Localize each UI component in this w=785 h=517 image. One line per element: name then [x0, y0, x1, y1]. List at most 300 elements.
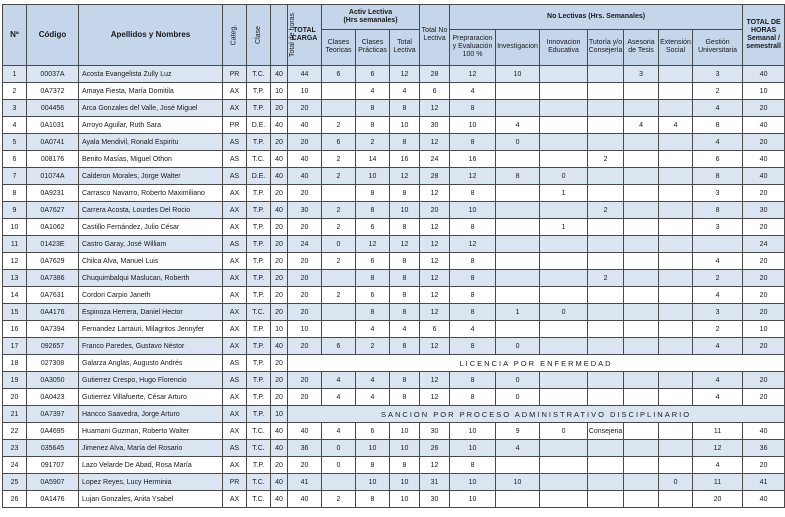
table-cell: 4: [390, 321, 420, 338]
table-cell: 12: [390, 66, 420, 83]
table-cell: 20: [288, 389, 322, 406]
table-cell: 008176: [27, 151, 79, 168]
table-cell: [624, 372, 659, 389]
table-cell: [588, 83, 624, 100]
table-cell: [624, 83, 659, 100]
table-cell: [624, 219, 659, 236]
table-cell: 0A4176: [27, 304, 79, 321]
table-cell: [496, 83, 540, 100]
table-row: [3, 236, 785, 253]
cell-name: Calderon Morales, Jorge Walter: [79, 168, 223, 185]
table-cell: [659, 185, 693, 202]
table-cell: 8: [390, 134, 420, 151]
table-cell: 8: [450, 219, 496, 236]
table-cell: 6: [3, 151, 27, 168]
table-cell: [659, 287, 693, 304]
table-cell: 20: [271, 389, 288, 406]
table-cell: 12: [693, 440, 743, 457]
table-cell: 2: [588, 270, 624, 287]
table-row: [3, 355, 785, 372]
table-cell: T.P.: [247, 134, 271, 151]
table-cell: 16: [3, 321, 27, 338]
table-cell: 20: [271, 185, 288, 202]
table-cell: [540, 457, 588, 474]
table-cell: 2: [322, 117, 356, 134]
table-cell: 3: [693, 304, 743, 321]
table-cell: T.P.: [247, 372, 271, 389]
table-cell: T.P.: [247, 287, 271, 304]
table-cell: 12: [420, 287, 450, 304]
table-row: [3, 151, 785, 168]
table-cell: 0A0423: [27, 389, 79, 406]
table-cell: 40: [271, 117, 288, 134]
table-cell: 20: [288, 185, 322, 202]
table-cell: 4: [659, 117, 693, 134]
table-cell: [659, 151, 693, 168]
cell-name: Acosta Evangelista Zully Luz: [79, 66, 223, 83]
table-cell: 12: [420, 270, 450, 287]
table-row: [3, 66, 785, 83]
table-cell: AX: [223, 321, 247, 338]
table-cell: 14: [356, 151, 390, 168]
table-cell: 4: [693, 134, 743, 151]
cell-name: Chuquimbalqui Maslucan, Roberth: [79, 270, 223, 287]
table-cell: 004456: [27, 100, 79, 117]
table-cell: [624, 321, 659, 338]
table-cell: 8: [450, 100, 496, 117]
table-cell: [588, 134, 624, 151]
cell-name: Ayala Mendivil, Ronald Espiritu: [79, 134, 223, 151]
table-cell: 8: [356, 100, 390, 117]
table-cell: 20: [288, 287, 322, 304]
table-cell: 12: [420, 134, 450, 151]
table-cell: 9: [3, 202, 27, 219]
table-cell: 40: [743, 168, 785, 185]
table-cell: 8: [693, 117, 743, 134]
table-cell: 12: [450, 168, 496, 185]
cell-name: Gutierrez Crespo, Hugo Florencio: [79, 372, 223, 389]
table-cell: 0A1476: [27, 491, 79, 508]
table-cell: 8: [450, 134, 496, 151]
table-cell: [322, 474, 356, 491]
table-cell: [588, 66, 624, 83]
table-cell: 8: [356, 304, 390, 321]
table-cell: 4: [450, 321, 496, 338]
table-cell: 3: [693, 219, 743, 236]
table-cell: [659, 270, 693, 287]
table-cell: 4: [693, 457, 743, 474]
table-row: [3, 491, 785, 508]
table-cell: 20: [288, 304, 322, 321]
cell-name: Carrera Acosta, Lourdes Del Rocio: [79, 202, 223, 219]
table-cell: AS: [223, 151, 247, 168]
table-cell: 20: [743, 100, 785, 117]
header-clases-teoricas: Clases Teoricas: [322, 29, 356, 65]
table-cell: 18: [3, 355, 27, 372]
table-cell: [496, 491, 540, 508]
table-cell: [588, 253, 624, 270]
table-cell: 0A1062: [27, 219, 79, 236]
table-cell: 8: [450, 185, 496, 202]
table-cell: 8: [450, 270, 496, 287]
table-cell: 2: [356, 338, 390, 355]
table-cell: [588, 474, 624, 491]
table-cell: [659, 219, 693, 236]
table-cell: 2: [356, 134, 390, 151]
table-cell: 30: [288, 202, 322, 219]
table-cell: [693, 236, 743, 253]
table-cell: 12: [390, 168, 420, 185]
table-cell: [588, 168, 624, 185]
table-cell: 8: [356, 491, 390, 508]
table-cell: [588, 185, 624, 202]
table-cell: 40: [743, 66, 785, 83]
table-cell: [496, 185, 540, 202]
table-cell: 0A7629: [27, 253, 79, 270]
table-cell: 30: [420, 491, 450, 508]
cell-name: Galarza Anglas, Augusto Andrés: [79, 355, 223, 372]
table-cell: 0: [496, 389, 540, 406]
table-cell: 10: [390, 474, 420, 491]
table-cell: [624, 423, 659, 440]
table-cell: [496, 151, 540, 168]
table-cell: [496, 321, 540, 338]
table-cell: 3: [624, 66, 659, 83]
table-cell: [624, 151, 659, 168]
table-cell: 23: [3, 440, 27, 457]
table-cell: [659, 389, 693, 406]
table-cell: [659, 457, 693, 474]
table-cell: [540, 83, 588, 100]
table-cell: 10: [743, 83, 785, 100]
table-row: [3, 100, 785, 117]
table-cell: [540, 202, 588, 219]
table-cell: [659, 491, 693, 508]
table-cell: 40: [288, 117, 322, 134]
table-cell: 0A9231: [27, 185, 79, 202]
cell-name: Cordori Carpio Janeth: [79, 287, 223, 304]
table-cell: [496, 287, 540, 304]
table-cell: 3: [693, 66, 743, 83]
table-cell: 4: [322, 389, 356, 406]
table-cell: 10: [271, 83, 288, 100]
table-cell: [588, 338, 624, 355]
table-cell: 1: [540, 185, 588, 202]
table-cell: 4: [356, 83, 390, 100]
table-cell: [496, 270, 540, 287]
table-cell: 0A3050: [27, 372, 79, 389]
table-cell: 20: [288, 338, 322, 355]
table-row: [3, 134, 785, 151]
table-row: [3, 219, 785, 236]
table-cell: [624, 491, 659, 508]
table-row: [3, 185, 785, 202]
table-cell: 30: [420, 117, 450, 134]
table-cell: 24: [420, 151, 450, 168]
table-cell: [588, 304, 624, 321]
table-cell: [540, 389, 588, 406]
table-cell: T.P.: [247, 355, 271, 372]
table-cell: T.P.: [247, 202, 271, 219]
table-row: [3, 423, 785, 440]
table-cell: 8: [3, 185, 27, 202]
cell-name: Lazo Velarde De Abad, Rosa María: [79, 457, 223, 474]
table-cell: 20: [271, 287, 288, 304]
table-cell: 40: [743, 423, 785, 440]
table-cell: 0A7386: [27, 270, 79, 287]
table-cell: 40: [288, 168, 322, 185]
table-cell: [659, 253, 693, 270]
table-cell: 12: [420, 389, 450, 406]
table-cell: [540, 321, 588, 338]
table-cell: AX: [223, 457, 247, 474]
table-cell: [659, 304, 693, 321]
table-cell: 12: [356, 236, 390, 253]
table-cell: 1: [3, 66, 27, 83]
table-row: [3, 406, 785, 423]
table-cell: 12: [450, 66, 496, 83]
table-cell: [624, 457, 659, 474]
table-cell: [588, 491, 624, 508]
table-cell: Consejeria: [588, 423, 624, 440]
table-cell: 20: [288, 372, 322, 389]
table-cell: 8: [390, 185, 420, 202]
table-body: [3, 66, 785, 508]
table-cell: AX: [223, 185, 247, 202]
table-cell: 30: [420, 423, 450, 440]
table-cell: 0A7397: [27, 406, 79, 423]
table-cell: 4: [693, 253, 743, 270]
table-cell: 11: [693, 423, 743, 440]
header-name: Apellidos y Nombres: [79, 5, 223, 66]
table-cell: 6: [693, 151, 743, 168]
header-total-no-lectiva: Total No Lectiva: [420, 5, 450, 66]
table-cell: 24: [288, 236, 322, 253]
cell-name: Lopez Reyes, Lucy Herminia: [79, 474, 223, 491]
table-cell: [659, 83, 693, 100]
header-categ: Categ.: [223, 5, 247, 66]
table-cell: 10: [450, 440, 496, 457]
table-row: [3, 389, 785, 406]
table-row: [3, 117, 785, 134]
table-cell: 4: [693, 389, 743, 406]
table-cell: 10: [450, 423, 496, 440]
table-cell: 2: [322, 491, 356, 508]
table-cell: [540, 236, 588, 253]
table-cell: 8: [356, 185, 390, 202]
header-total-horas-semanal: TOTAL DE HORAS Semanal / semestrall: [743, 5, 785, 66]
table-cell: 12: [450, 236, 496, 253]
cell-name: Arroyo Aguilar, Ruth Sara: [79, 117, 223, 134]
table-cell: 8: [390, 219, 420, 236]
table-cell: 6: [322, 66, 356, 83]
table-row: [3, 270, 785, 287]
table-cell: 0: [540, 304, 588, 321]
table-cell: 0: [496, 372, 540, 389]
table-cell: 10: [390, 202, 420, 219]
table-cell: 4: [390, 83, 420, 100]
table-cell: 20: [743, 304, 785, 321]
cell-name: Amaya Fiesta, María Domitila: [79, 83, 223, 100]
table-cell: T.P.: [247, 270, 271, 287]
table-cell: 10: [496, 474, 540, 491]
table-cell: 41: [288, 474, 322, 491]
table-cell: [624, 236, 659, 253]
table-cell: 4: [693, 338, 743, 355]
table-cell: 2: [322, 219, 356, 236]
table-cell: 24: [3, 457, 27, 474]
table-cell: 6: [420, 83, 450, 100]
table-cell: 091707: [27, 457, 79, 474]
table-row: [3, 287, 785, 304]
table-cell: 16: [390, 151, 420, 168]
header-code: Código: [27, 5, 79, 66]
table-cell: [588, 100, 624, 117]
table-cell: [624, 202, 659, 219]
header-total-lectiva: Total Lectiva: [390, 29, 420, 65]
table-cell: 8: [390, 287, 420, 304]
table-cell: 8: [450, 389, 496, 406]
table-cell: [540, 372, 588, 389]
table-cell: 10: [356, 168, 390, 185]
table-cell: 12: [390, 236, 420, 253]
table-cell: [659, 236, 693, 253]
table-cell: [659, 168, 693, 185]
table-cell: T.C.: [247, 491, 271, 508]
table-cell: 12: [420, 185, 450, 202]
table-cell: 10: [288, 321, 322, 338]
table-cell: [588, 440, 624, 457]
table-cell: 0: [496, 338, 540, 355]
cell-name: Chilca Alva, Manuel Luis: [79, 253, 223, 270]
table-cell: AX: [223, 270, 247, 287]
table-cell: 10: [496, 66, 540, 83]
table-cell: 5: [3, 134, 27, 151]
table-cell: [540, 66, 588, 83]
table-cell: 2: [693, 321, 743, 338]
table-cell: 40: [288, 423, 322, 440]
table-cell: [659, 423, 693, 440]
table-cell: [624, 304, 659, 321]
table-cell: [588, 219, 624, 236]
table-cell: 31: [420, 474, 450, 491]
table-cell: T.P.: [247, 338, 271, 355]
table-cell: 20: [743, 389, 785, 406]
table-cell: 20: [271, 372, 288, 389]
table-cell: D.E.: [247, 168, 271, 185]
table-cell: 6: [356, 219, 390, 236]
table-cell: [588, 457, 624, 474]
table-cell: 20: [743, 185, 785, 202]
table-cell: 40: [288, 491, 322, 508]
header-preparacion: Prepraracion y Evaluación 100 %: [450, 29, 496, 65]
table-cell: [540, 474, 588, 491]
table-cell: 8: [390, 372, 420, 389]
table-row: [3, 440, 785, 457]
cell-name: Fernandez Larrauri, Milagritos Jennyfer: [79, 321, 223, 338]
table-cell: 22: [3, 423, 27, 440]
table-cell: AX: [223, 406, 247, 423]
table-cell: 10: [390, 491, 420, 508]
table-cell: [659, 134, 693, 151]
table-cell: T.P.: [247, 321, 271, 338]
table-cell: 20: [743, 270, 785, 287]
table-cell: 4: [356, 372, 390, 389]
workload-table: [2, 4, 785, 508]
table-cell: 0A5907: [27, 474, 79, 491]
table-cell: 10: [450, 117, 496, 134]
table-cell: 20: [743, 338, 785, 355]
table-cell: [588, 287, 624, 304]
table-cell: 8: [450, 287, 496, 304]
table-cell: 40: [288, 151, 322, 168]
table-cell: 40: [271, 338, 288, 355]
table-row: [3, 253, 785, 270]
table-cell: 0: [322, 457, 356, 474]
table-cell: 11: [693, 474, 743, 491]
table-cell: 8: [450, 457, 496, 474]
table-cell: 40: [743, 491, 785, 508]
table-cell: T.P.: [247, 236, 271, 253]
table-cell: 8: [390, 457, 420, 474]
table-cell: 20: [271, 304, 288, 321]
table-cell: 10: [450, 474, 496, 491]
table-cell: 8: [390, 304, 420, 321]
table-cell: [540, 491, 588, 508]
table-cell: 0: [496, 134, 540, 151]
table-cell: AX: [223, 287, 247, 304]
table-cell: 20: [743, 457, 785, 474]
header-total-carga: TOTAL CARGA: [288, 5, 322, 66]
table-cell: 26: [420, 440, 450, 457]
table-cell: 30: [743, 202, 785, 219]
table-cell: [322, 321, 356, 338]
table-cell: [540, 253, 588, 270]
cell-name: Castillo Fernández, Julio César: [79, 219, 223, 236]
table-cell: 17: [3, 338, 27, 355]
table-cell: AS: [223, 372, 247, 389]
table-cell: 12: [420, 219, 450, 236]
cell-name: Jimenez Alva, María del Rosario: [79, 440, 223, 457]
table-header: [3, 5, 785, 66]
table-cell: 0A1031: [27, 117, 79, 134]
table-cell: 0A7394: [27, 321, 79, 338]
table-cell: 20: [288, 100, 322, 117]
table-cell: [496, 100, 540, 117]
table-cell: 40: [271, 202, 288, 219]
header-asesoria: Asesoria de Tesis: [624, 29, 659, 65]
table-cell: 3: [3, 100, 27, 117]
table-cell: 40: [743, 151, 785, 168]
table-cell: T.C.: [247, 151, 271, 168]
table-cell: 9: [496, 423, 540, 440]
table-cell: 6: [420, 321, 450, 338]
table-cell: 2: [322, 287, 356, 304]
table-cell: 10: [390, 117, 420, 134]
table-cell: 15: [3, 304, 27, 321]
table-cell: [624, 270, 659, 287]
table-cell: T.P.: [247, 406, 271, 423]
cell-name: Arca Gonzales del Valle, José Miguel: [79, 100, 223, 117]
table-cell: 2: [588, 202, 624, 219]
table-cell: 8: [390, 338, 420, 355]
table-cell: [659, 440, 693, 457]
table-cell: 6: [322, 338, 356, 355]
table-cell: 20: [693, 491, 743, 508]
table-cell: 20: [743, 372, 785, 389]
table-cell: AX: [223, 100, 247, 117]
table-cell: 10: [390, 423, 420, 440]
